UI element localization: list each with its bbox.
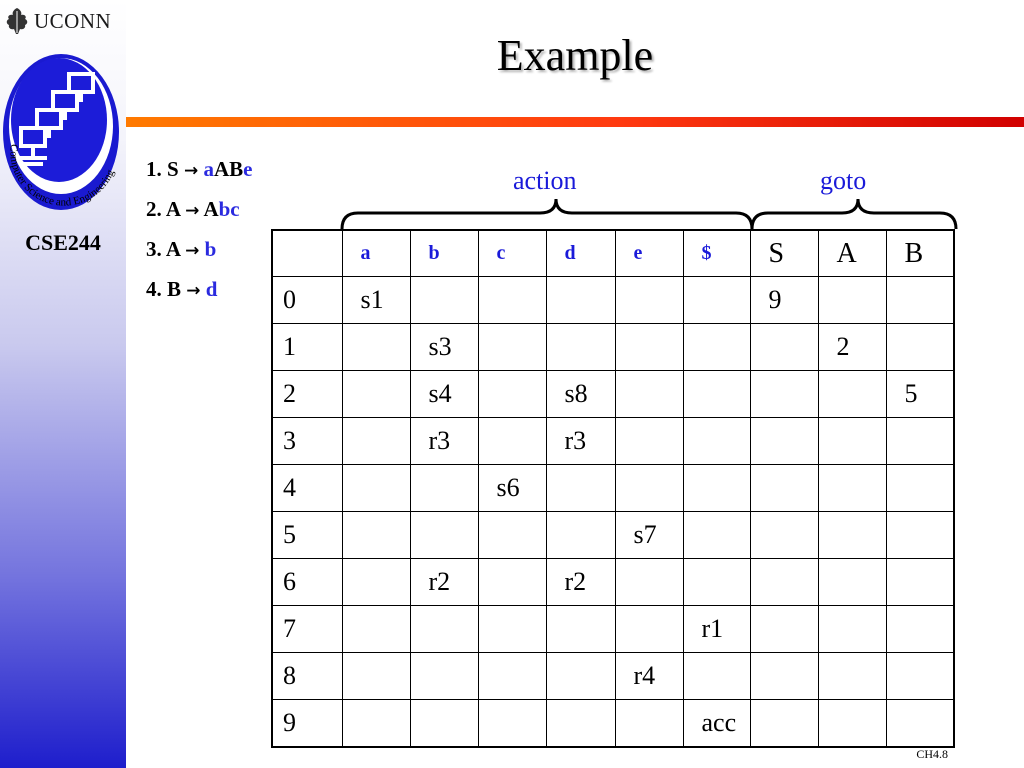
action-cell bbox=[546, 465, 615, 512]
action-cell bbox=[410, 465, 478, 512]
parse-table bbox=[271, 229, 955, 748]
action-cell bbox=[410, 606, 478, 653]
state-cell: 2 bbox=[272, 371, 342, 418]
state-cell: 7 bbox=[272, 606, 342, 653]
table-row bbox=[272, 418, 954, 465]
action-cell: r4 bbox=[615, 653, 683, 700]
action-cell bbox=[342, 559, 410, 606]
table-row bbox=[272, 653, 954, 700]
action-cell bbox=[683, 277, 750, 324]
action-label: action bbox=[513, 166, 577, 195]
rule-lhs: A bbox=[165, 237, 180, 261]
rule-rhs-part: A bbox=[203, 197, 219, 221]
action-cell bbox=[478, 559, 546, 606]
goto-cell bbox=[818, 653, 886, 700]
action-cell: s1 bbox=[342, 277, 410, 324]
goto-header: S bbox=[750, 230, 818, 277]
brand-name: UCONN bbox=[34, 8, 112, 33]
goto-cell bbox=[818, 277, 886, 324]
action-cell: r2 bbox=[546, 559, 615, 606]
arrow-icon: → bbox=[186, 281, 201, 301]
goto-cell bbox=[818, 559, 886, 606]
action-cell bbox=[478, 324, 546, 371]
arrow-icon: → bbox=[185, 241, 200, 261]
goto-cell bbox=[750, 324, 818, 371]
rule-number: 2. bbox=[146, 197, 162, 221]
action-cell bbox=[342, 653, 410, 700]
goto-cell bbox=[886, 277, 954, 324]
course-code: CSE244 bbox=[25, 230, 101, 255]
goto-cell bbox=[818, 418, 886, 465]
rule-rhs-part: a bbox=[203, 157, 214, 181]
goto-cell bbox=[886, 465, 954, 512]
arrow-icon: → bbox=[185, 201, 200, 221]
table-row bbox=[272, 559, 954, 606]
action-cell: s7 bbox=[615, 512, 683, 559]
state-cell: 6 bbox=[272, 559, 342, 606]
state-cell: 9 bbox=[272, 700, 342, 748]
goto-label: goto bbox=[820, 166, 867, 195]
action-cell bbox=[478, 512, 546, 559]
action-cell: acc bbox=[683, 700, 750, 748]
action-cell bbox=[615, 324, 683, 371]
rule-rhs-part: bc bbox=[218, 197, 240, 221]
rule-number: 3. bbox=[146, 237, 162, 261]
action-cell: r2 bbox=[410, 559, 478, 606]
action-cell bbox=[478, 700, 546, 748]
action-cell bbox=[546, 606, 615, 653]
goto-cell bbox=[886, 324, 954, 371]
table-row bbox=[272, 512, 954, 559]
slide-title: Example bbox=[496, 31, 654, 80]
action-cell bbox=[615, 418, 683, 465]
action-cell bbox=[478, 371, 546, 418]
action-cell bbox=[342, 324, 410, 371]
action-header: a bbox=[342, 230, 410, 277]
action-cell bbox=[478, 418, 546, 465]
goto-cell bbox=[818, 606, 886, 653]
action-cell: s3 bbox=[410, 324, 478, 371]
action-cell bbox=[342, 371, 410, 418]
goto-cell bbox=[886, 512, 954, 559]
action-cell bbox=[410, 512, 478, 559]
goto-cell: 2 bbox=[818, 324, 886, 371]
rule-lhs: B bbox=[167, 277, 182, 301]
action-header: $ bbox=[683, 230, 750, 277]
action-cell bbox=[615, 700, 683, 748]
table-row bbox=[272, 277, 954, 324]
action-cell bbox=[342, 606, 410, 653]
action-cell bbox=[683, 512, 750, 559]
action-cell bbox=[546, 512, 615, 559]
logo-arc-text: Computer Science and Engineering bbox=[7, 143, 117, 209]
action-cell bbox=[478, 277, 546, 324]
goto-cell bbox=[818, 465, 886, 512]
table-row bbox=[272, 700, 954, 748]
action-cell bbox=[615, 559, 683, 606]
goto-cell bbox=[886, 700, 954, 748]
slide-number: CH4.8 bbox=[916, 747, 948, 761]
goto-cell bbox=[886, 418, 954, 465]
action-cell bbox=[342, 418, 410, 465]
rule-rhs-part: b bbox=[204, 237, 217, 261]
rule-number: 1. bbox=[146, 157, 162, 181]
rule-rhs-part: e bbox=[243, 157, 253, 181]
state-cell: 4 bbox=[272, 465, 342, 512]
goto-cell bbox=[886, 653, 954, 700]
action-cell bbox=[546, 324, 615, 371]
table-row bbox=[272, 371, 954, 418]
action-cell bbox=[615, 277, 683, 324]
action-cell bbox=[478, 606, 546, 653]
action-cell bbox=[410, 700, 478, 748]
goto-cell: 9 bbox=[750, 277, 818, 324]
rule-lhs: A bbox=[165, 197, 180, 221]
rule-number: 4. bbox=[146, 277, 162, 301]
action-cell bbox=[683, 324, 750, 371]
action-cell bbox=[615, 371, 683, 418]
action-cell bbox=[615, 606, 683, 653]
action-header: c bbox=[478, 230, 546, 277]
action-cell: r1 bbox=[683, 606, 750, 653]
goto-cell bbox=[886, 559, 954, 606]
table-row bbox=[272, 324, 954, 371]
rule-rhs-part: AB bbox=[213, 157, 244, 181]
action-cell bbox=[342, 512, 410, 559]
state-cell: 3 bbox=[272, 418, 342, 465]
goto-header: A bbox=[818, 230, 886, 277]
action-cell bbox=[546, 700, 615, 748]
action-cell bbox=[478, 653, 546, 700]
action-cell: s8 bbox=[546, 371, 615, 418]
corner-cell bbox=[272, 230, 342, 277]
goto-cell bbox=[886, 606, 954, 653]
action-cell bbox=[342, 700, 410, 748]
goto-cell bbox=[818, 512, 886, 559]
action-cell bbox=[683, 559, 750, 606]
action-cell: s6 bbox=[478, 465, 546, 512]
action-cell bbox=[683, 465, 750, 512]
goto-cell bbox=[750, 559, 818, 606]
goto-cell bbox=[818, 700, 886, 748]
action-header: e bbox=[615, 230, 683, 277]
goto-cell bbox=[750, 418, 818, 465]
action-cell bbox=[410, 277, 478, 324]
goto-header: B bbox=[886, 230, 954, 277]
rule-rhs-part: d bbox=[205, 277, 218, 301]
table-row bbox=[272, 606, 954, 653]
goto-cell bbox=[750, 700, 818, 748]
action-cell bbox=[546, 277, 615, 324]
goto-cell bbox=[750, 371, 818, 418]
action-header: d bbox=[546, 230, 615, 277]
action-cell: r3 bbox=[410, 418, 478, 465]
action-cell bbox=[683, 371, 750, 418]
rule-lhs: S bbox=[167, 157, 179, 181]
goto-cell bbox=[750, 512, 818, 559]
state-cell: 1 bbox=[272, 324, 342, 371]
header-row bbox=[272, 230, 954, 277]
action-cell bbox=[615, 465, 683, 512]
action-brace bbox=[342, 199, 752, 229]
goto-cell bbox=[750, 465, 818, 512]
action-cell: r3 bbox=[546, 418, 615, 465]
action-cell: s4 bbox=[410, 371, 478, 418]
action-cell bbox=[342, 465, 410, 512]
action-cell bbox=[410, 653, 478, 700]
state-cell: 5 bbox=[272, 512, 342, 559]
goto-brace bbox=[752, 199, 956, 229]
goto-cell: 5 bbox=[886, 371, 954, 418]
state-cell: 0 bbox=[272, 277, 342, 324]
table-row bbox=[272, 465, 954, 512]
action-cell bbox=[546, 653, 615, 700]
goto-cell bbox=[750, 606, 818, 653]
action-header: b bbox=[410, 230, 478, 277]
action-cell bbox=[683, 418, 750, 465]
state-cell: 8 bbox=[272, 653, 342, 700]
goto-cell bbox=[818, 371, 886, 418]
goto-cell bbox=[750, 653, 818, 700]
arrow-icon: → bbox=[183, 161, 199, 181]
action-cell bbox=[683, 653, 750, 700]
